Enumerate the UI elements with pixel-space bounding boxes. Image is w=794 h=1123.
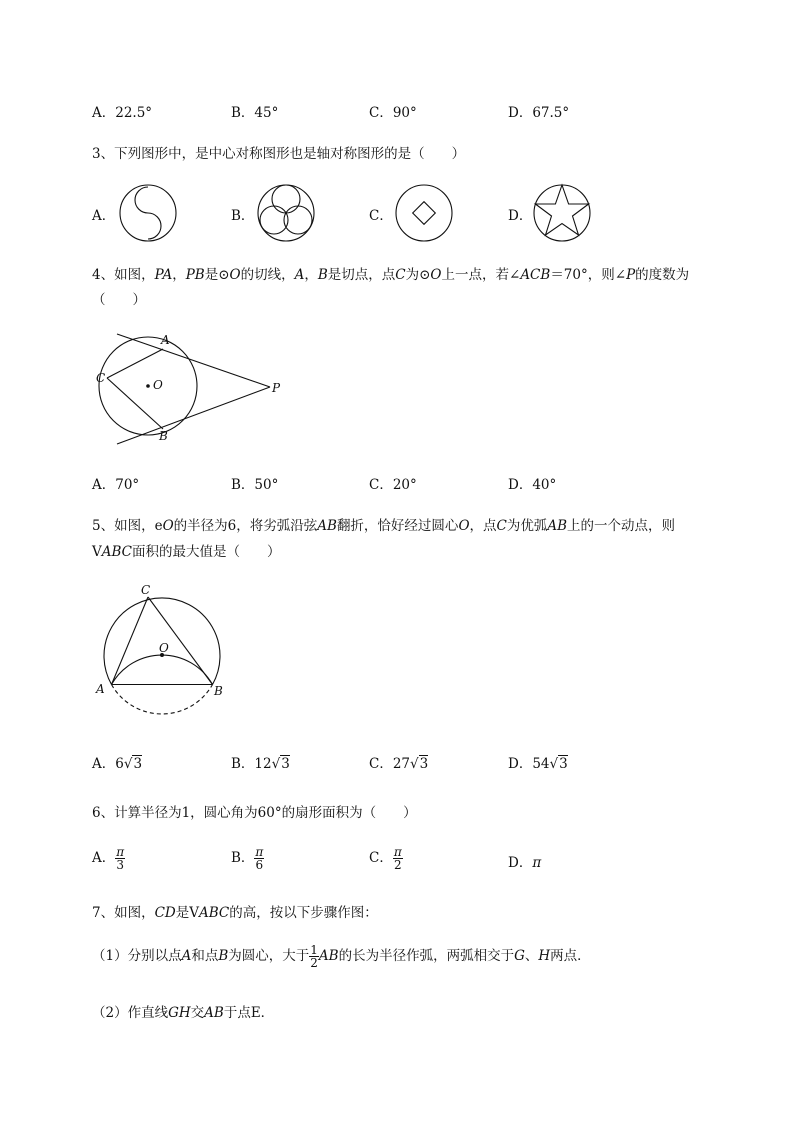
q2-option-b: B．45° xyxy=(231,105,279,121)
q3-yinyang-figure xyxy=(118,183,178,243)
q6-option-d: D．π xyxy=(508,855,542,871)
q7-step1: （1）分别以点A和点B为圆心，大于 $\frac{1}{2}$ AB的长为半径作弧，两弧相交于G、H两点． xyxy=(92,943,591,970)
q3-label-c: C． xyxy=(369,208,393,224)
q3-label-b: B． xyxy=(231,208,255,224)
q2-option-d: D．67.5° xyxy=(508,105,570,121)
q5-stem-line2: VABC面积的最大值是（ ） xyxy=(92,544,281,560)
q4-label-b: B xyxy=(159,429,168,443)
q6-option-b: B． $\frac{\pi}{6}$ xyxy=(231,845,264,872)
q4-tangent-figure xyxy=(90,326,290,451)
q6-option-c: C． $\frac{\pi}{2}$ xyxy=(369,845,402,872)
q4-label-c: C xyxy=(96,371,106,385)
q6-option-a: A． $\frac{\pi}{3}$ xyxy=(92,845,125,872)
q4-option-c: C．20° xyxy=(369,477,417,493)
q4-stem-line1: 4、如图，PA，PB是⊙O的切线，A，B是切点，点C为⊙O上一点，若∠ACB＝70°，则∠P的度数为 xyxy=(92,267,690,283)
q5-option-b: B．12√3 xyxy=(231,756,290,772)
q4-option-d: D．40° xyxy=(508,477,557,493)
q4-option-b: B．50° xyxy=(231,477,279,493)
q5-stem-line1: 5、如图，eO的半径为6，将劣弧沿弦AB翻折，恰好经过圆心O，点C为优弧AB上的一个动点，则 xyxy=(92,518,676,534)
q4-label-a: A xyxy=(161,333,170,347)
q3-label-a: A． xyxy=(92,208,116,224)
q3-petal-figure xyxy=(256,183,316,243)
q3-coin-figure xyxy=(394,183,454,243)
q5-label-c: C xyxy=(141,583,151,597)
q2-option-c: C．90° xyxy=(369,105,417,121)
q5-label-b: B xyxy=(214,684,223,698)
q3-label-d: D． xyxy=(508,208,533,224)
q3-stem: 3、下列图形中，是中心对称图形也是轴对称图形的是（ ） xyxy=(92,146,466,162)
q3-star-figure xyxy=(532,183,592,243)
q6-stem: 6、计算半径为1，圆心角为60°的扇形面积为（ ） xyxy=(92,805,417,821)
q5-label-a: A xyxy=(96,682,105,696)
q4-label-p: P xyxy=(272,381,281,395)
q4-stem-line2: （ ） xyxy=(92,292,146,308)
q5-fold-figure xyxy=(94,578,234,723)
q4-label-o: O xyxy=(153,378,163,392)
q5-option-d: D．54√3 xyxy=(508,756,568,772)
q5-option-c: C．27√3 xyxy=(369,756,429,772)
q5-label-o: O xyxy=(159,641,169,655)
q2-option-a: A．22.5° xyxy=(92,105,153,121)
q4-option-a: A．70° xyxy=(92,477,140,493)
q5-option-a: A．6√3 xyxy=(92,756,143,772)
q7-step2: （2）作直线GH交AB于点E． xyxy=(92,1005,275,1021)
q7-stem: 7、如图，CD是VABC的高，按以下步骤作图： xyxy=(92,905,378,921)
